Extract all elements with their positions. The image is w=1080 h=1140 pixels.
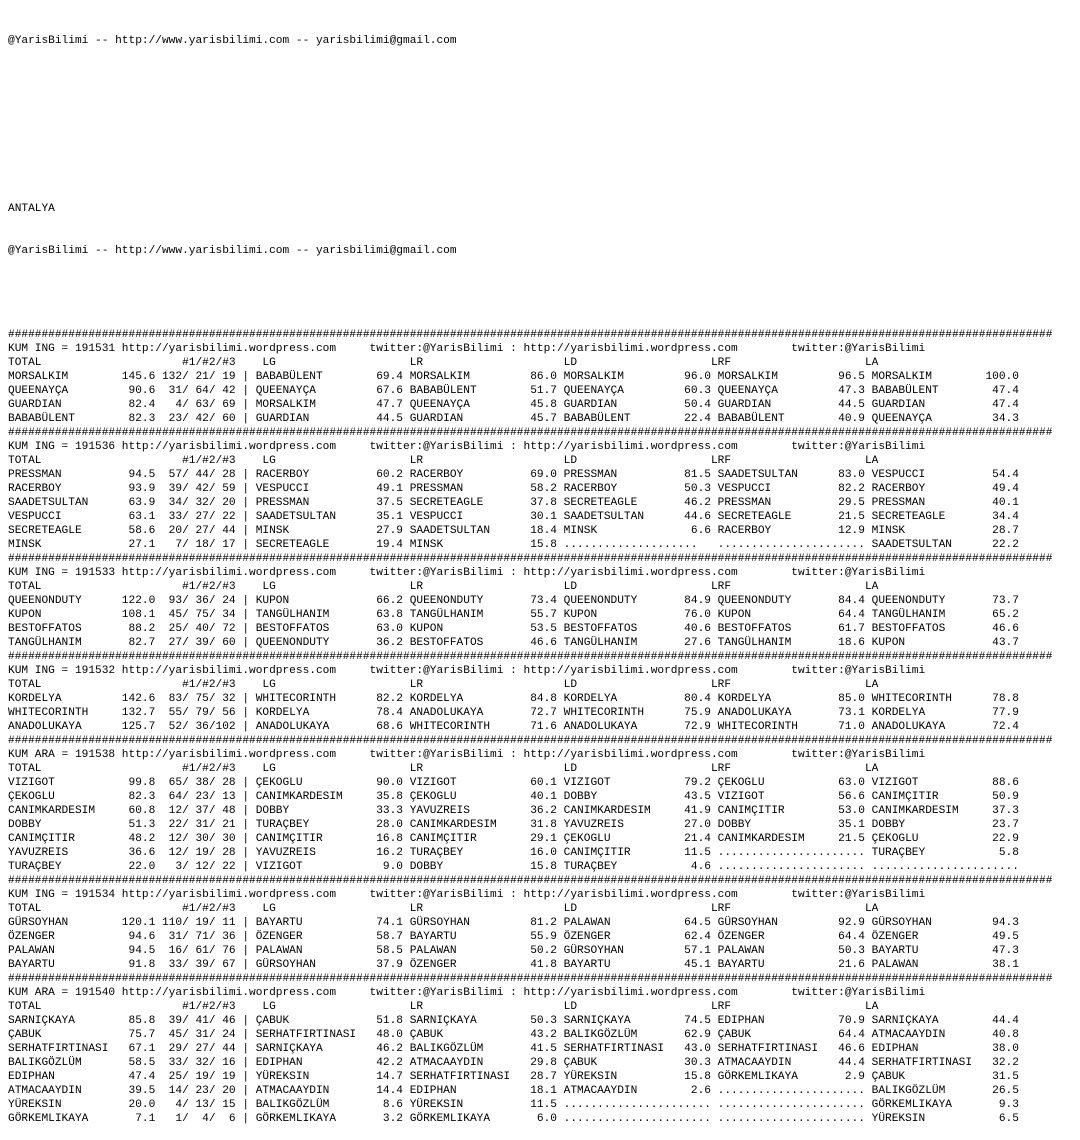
table-row: ATMACAAYDIN 39.5 14/ 23/ 20 | ATMACAAYDIN 14.4 EDIPHAN 18.1 ATMACAAYDIN 2.6 ...................... BALIKGÖZLÜM 26.5	[8, 1085, 1019, 1097]
blank-line	[8, 160, 1052, 174]
table-row: PRESSMAN 94.5 57/ 44/ 28 | RACERBOY 60.2 RACERBOY 69.0 PRESSMAN 81.5 SAADETSULTAN 83.0 VESPUCCI 54.4	[8, 469, 1019, 481]
table-row: CANIMÇITIR 48.2 12/ 30/ 30 | CANIMÇITIR 16.8 CANIMÇITIR 29.1 ÇEKOGLU 21.4 CANIMKARDESIM 21.5 ÇEKOGLU 22.9	[8, 833, 1019, 845]
header-contact-line: @YarisBilimi -- http://www.yarisbilimi.com -- yarisbilimi@gmail.com	[8, 245, 457, 257]
table-row: GÖRKEMLIKAYA 7.1 1/ 4/ 6 | GÖRKEMLIKAYA 3.2 GÖRKEMLIKAYA 6.0 ...................... ...................... YÜREKSIN 6.5	[8, 1113, 1019, 1125]
table-row: MINSK 27.1 7/ 18/ 17 | SECRETEAGLE 19.4 MINSK 15.8 .................... ...................... SAADETSULTAN 22.2	[8, 539, 1019, 551]
table-row: EDIPHAN 47.4 25/ 19/ 19 | YÜREKSIN 14.7 SERHATFIRTINASI 28.7 YÜREKSIN 15.8 GÖRKEMLIKAYA 2.9 ÇABUK 31.5	[8, 1071, 1019, 1083]
separator-line: ############################################################################################################################################################	[8, 651, 1053, 663]
header-contact-line: @YarisBilimi -- http://www.yarisbilimi.com -- yarisbilimi@gmail.com	[8, 35, 457, 47]
separator-line: ############################################################################################################################################################	[8, 875, 1053, 887]
race-block	[8, 650, 1052, 734]
race-block	[8, 426, 1052, 552]
table-row: VESPUCCI 63.1 33/ 27/ 22 | SAADETSULTAN 35.1 VESPUCCI 30.1 SAADETSULTAN 44.6 SECRETEAGLE 21.5 SECRETEAGLE 34.4	[8, 511, 1019, 523]
table-row: SERHATFIRTINASI 67.1 29/ 27/ 44 | SARNIÇKAYA 46.2 BALIKGÖZLÜM 41.5 SERHATFIRTINASI 43.0 SERHATFIRTINASI 46.6 EDIPHAN 38.0	[8, 1043, 1019, 1055]
table-row: ANADOLUKAYA 125.7 52/ 36/102 | ANADOLUKAYA 68.6 WHITECORINTH 71.6 ANADOLUKAYA 72.9 WHITECORINTH 71.0 ANADOLUKAYA 72.4	[8, 721, 1019, 733]
column-header-row: TOTAL #1/#2/#3 LG LR LD LRF LA	[8, 903, 879, 915]
table-row: CANIMKARDESIM 60.8 12/ 37/ 48 | DOBBY 33.3 YAVUZREIS 36.2 CANIMKARDESIM 41.9 CANIMÇITIR 53.0 CANIMKARDESIM 37.3	[8, 805, 1019, 817]
separator-line: ############################################################################################################################################################	[8, 427, 1053, 439]
table-row: QUEENAYÇA 90.6 31/ 64/ 42 | QUEENAYÇA 67.6 BABABÜLENT 51.7 QUEENAYÇA 60.3 QUEENAYÇA 47.3 BABABÜLENT 47.4	[8, 385, 1019, 397]
race-block	[8, 972, 1052, 1126]
table-row: MORSALKIM 145.6 132/ 21/ 19 | BABABÜLENT 69.4 MORSALKIM 86.0 MORSALKIM 96.0 MORSALKIM 96.5 MORSALKIM 100.0	[8, 371, 1019, 383]
race-title: KUM ING = 191534 http://yarisbilimi.wordpress.com twitter:@YarisBilimi : http://yarisbilimi.wordpress.com twitter:@YarisBilimi	[8, 889, 926, 901]
table-row: SECRETEAGLE 58.6 20/ 27/ 44 | MINSK 27.9 SAADETSULTAN 18.4 MINSK 6.6 RACERBOY 12.9 MINSK 28.7	[8, 525, 1019, 537]
race-block	[8, 734, 1052, 874]
table-row: YÜREKSIN 20.0 4/ 13/ 15 | BALIKGÖZLÜM 8.6 YÜREKSIN 11.5 ...................... ...................... GÖRKEMLIKAYA 9.3	[8, 1099, 1019, 1111]
table-row: TURAÇBEY 22.0 3/ 12/ 22 | VIZIGOT 9.0 DOBBY 15.8 TURAÇBEY 4.6 ...................... ......................	[8, 861, 1019, 873]
column-header-row: TOTAL #1/#2/#3 LG LR LD LRF LA	[8, 357, 879, 369]
race-title: KUM ARA = 191538 http://yarisbilimi.wordpress.com twitter:@YarisBilimi : http://yarisbilimi.wordpress.com twitter:@YarisBilimi	[8, 749, 926, 761]
results-document	[8, 6, 1052, 1140]
race-title: KUM ARA = 191540 http://yarisbilimi.wordpress.com twitter:@YarisBilimi : http://yarisbilimi.wordpress.com twitter:@YarisBilimi	[8, 987, 926, 999]
separator-line: ############################################################################################################################################################	[8, 973, 1053, 985]
table-row: RACERBOY 93.9 39/ 42/ 59 | VESPUCCI 49.1 PRESSMAN 58.2 RACERBOY 50.3 VESPUCCI 82.2 RACERBOY 49.4	[8, 483, 1019, 495]
blank-line	[8, 76, 1052, 90]
race-title: KUM ING = 191531 http://yarisbilimi.wordpress.com twitter:@YarisBilimi : http://yarisbilimi.wordpress.com twitter:@YarisBilimi	[8, 343, 926, 355]
table-row: SAADETSULTAN 63.9 34/ 32/ 20 | PRESSMAN 37.5 SECRETEAGLE 37.8 SECRETEAGLE 46.2 PRESSMAN 29.5 PRESSMAN 40.1	[8, 497, 1019, 509]
table-row: SARNIÇKAYA 85.8 39/ 41/ 46 | ÇABUK 51.8 SARNIÇKAYA 50.3 SARNIÇKAYA 74.5 EDIPHAN 70.9 SARNIÇKAYA 44.4	[8, 1015, 1019, 1027]
table-row: DOBBY 51.3 22/ 31/ 21 | TURAÇBEY 28.0 CANIMKARDESIM 31.8 YAVUZREIS 27.0 DOBBY 35.1 DOBBY 23.7	[8, 819, 1019, 831]
table-row: BALIKGÖZLÜM 58.5 33/ 32/ 16 | EDIPHAN 42.2 ATMACAAYDIN 29.8 ÇABUK 30.3 ATMACAAYDIN 44.4 SERHATFIRTINASI 32.2	[8, 1057, 1019, 1069]
table-row: TANGÜLHANIM 82.7 27/ 39/ 60 | QUEENONDUTY 36.2 BESTOFFATOS 46.6 TANGÜLHANIM 27.6 TANGÜLHANIM 18.6 KUPON 43.7	[8, 637, 1019, 649]
race-block	[8, 874, 1052, 972]
race-block	[8, 552, 1052, 650]
blank-line	[8, 118, 1052, 132]
table-row: ÇEKOGLU 82.3 64/ 23/ 13 | CANIMKARDESIM 35.8 ÇEKOGLU 40.1 DOBBY 43.5 VIZIGOT 56.6 CANIMÇITIR 50.9	[8, 791, 1019, 803]
table-row: YAVUZREIS 36.6 12/ 19/ 28 | YAVUZREIS 16.2 TURAÇBEY 16.0 CANIMÇITIR 11.5 ...................... TURAÇBEY 5.8	[8, 847, 1019, 859]
column-header-row: TOTAL #1/#2/#3 LG LR LD LRF LA	[8, 1001, 879, 1013]
separator-line: ############################################################################################################################################################	[8, 553, 1053, 565]
blank-line	[8, 286, 1052, 300]
race-title: KUM ING = 191533 http://yarisbilimi.wordpress.com twitter:@YarisBilimi : http://yarisbilimi.wordpress.com twitter:@YarisBilimi	[8, 567, 926, 579]
race-tables	[8, 328, 1052, 1126]
table-row: GÜRSOYHAN 120.1 110/ 19/ 11 | BAYARTU 74.1 GÜRSOYHAN 81.2 PALAWAN 64.5 GÜRSOYHAN 92.9 GÜRSOYHAN 94.3	[8, 917, 1019, 929]
table-row: KUPON 108.1 45/ 75/ 34 | TANGÜLHANIM 63.8 TANGÜLHANIM 55.7 KUPON 76.0 KUPON 64.4 TANGÜLHANIM 65.2	[8, 609, 1019, 621]
table-row: WHITECORINTH 132.7 55/ 79/ 56 | KORDELYA 78.4 ANADOLUKAYA 72.7 WHITECORINTH 75.9 ANADOLUKAYA 73.1 KORDELYA 77.9	[8, 707, 1019, 719]
race-title: KUM ING = 191536 http://yarisbilimi.wordpress.com twitter:@YarisBilimi : http://yarisbilimi.wordpress.com twitter:@YarisBilimi	[8, 441, 926, 453]
column-header-row: TOTAL #1/#2/#3 LG LR LD LRF LA	[8, 581, 879, 593]
column-header-row: TOTAL #1/#2/#3 LG LR LD LRF LA	[8, 679, 879, 691]
table-row: BESTOFFATOS 88.2 25/ 40/ 72 | BESTOFFATOS 63.0 KUPON 53.5 BESTOFFATOS 40.6 BESTOFFATOS 61.7 BESTOFFATOS 46.6	[8, 623, 1019, 635]
column-header-row: TOTAL #1/#2/#3 LG LR LD LRF LA	[8, 763, 879, 775]
table-row: GUARDIAN 82.4 4/ 63/ 69 | MORSALKIM 47.7 QUEENAYÇA 45.8 GUARDIAN 50.4 GUARDIAN 44.5 GUARDIAN 47.4	[8, 399, 1019, 411]
race-block	[8, 328, 1052, 426]
table-row: VIZIGOT 99.8 65/ 38/ 28 | ÇEKOGLU 90.0 VIZIGOT 60.1 VIZIGOT 79.2 ÇEKOGLU 63.0 VIZIGOT 88.6	[8, 777, 1019, 789]
table-row: KORDELYA 142.6 83/ 75/ 32 | WHITECORINTH 82.2 KORDELYA 84.8 KORDELYA 80.4 KORDELYA 85.0 WHITECORINTH 78.8	[8, 693, 1019, 705]
table-row: BAYARTU 91.8 33/ 39/ 67 | GÜRSOYHAN 37.9 ÖZENGER 41.8 BAYARTU 45.1 BAYARTU 21.6 PALAWAN 38.1	[8, 959, 1019, 971]
city-title: ANTALYA	[8, 203, 55, 215]
column-header-row: TOTAL #1/#2/#3 LG LR LD LRF LA	[8, 455, 879, 467]
table-row: ÇABUK 75.7 45/ 31/ 24 | SERHATFIRTINASI 48.0 ÇABUK 43.2 BALIKGÖZLÜM 62.9 ÇABUK 64.4 ATMACAAYDIN 40.8	[8, 1029, 1019, 1041]
table-row: ÖZENGER 94.6 31/ 71/ 36 | ÖZENGER 58.7 BAYARTU 55.9 ÖZENGER 62.4 ÖZENGER 64.4 ÖZENGER 49.5	[8, 931, 1019, 943]
table-row: QUEENONDUTY 122.0 93/ 36/ 24 | KUPON 66.2 QUEENONDUTY 73.4 QUEENONDUTY 84.9 QUEENONDUTY 84.4 QUEENONDUTY 73.7	[8, 595, 1019, 607]
separator-line: ############################################################################################################################################################	[8, 329, 1053, 341]
table-row: PALAWAN 94.5 16/ 61/ 76 | PALAWAN 58.5 PALAWAN 50.2 GÜRSOYHAN 57.1 PALAWAN 50.3 BAYARTU 47.3	[8, 945, 1019, 957]
separator-line: ############################################################################################################################################################	[8, 735, 1053, 747]
race-title: KUM ING = 191532 http://yarisbilimi.wordpress.com twitter:@YarisBilimi : http://yarisbilimi.wordpress.com twitter:@YarisBilimi	[8, 665, 926, 677]
table-row: BABABÜLENT 82.3 23/ 42/ 60 | GUARDIAN 44.5 GUARDIAN 45.7 BABABÜLENT 22.4 BABABÜLENT 40.9 QUEENAYÇA 34.3	[8, 413, 1019, 425]
